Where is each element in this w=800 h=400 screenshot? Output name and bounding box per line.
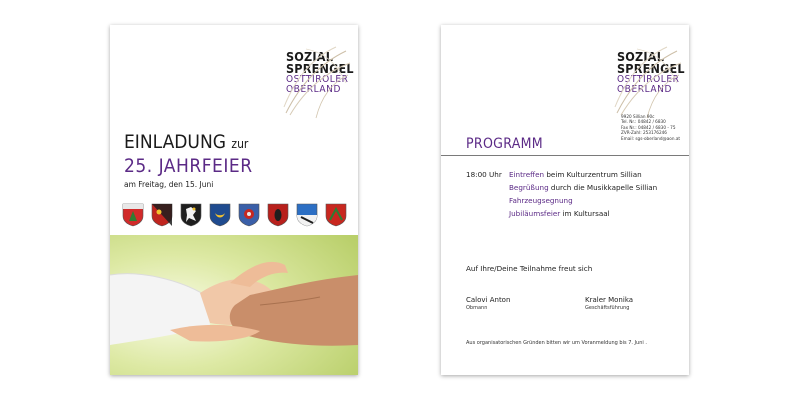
registration-note: Aus organisatorischen Gründen bitten wir um Voranmeldung bis 7. Juni . [466, 340, 647, 346]
signatory-2 [585, 296, 633, 311]
logo-line-2: SPRENGEL [286, 61, 354, 76]
schedule-item-highlight: Eintreffen [509, 170, 545, 179]
invite-line: Auf Ihre/Deine Teilnahme freut sich [466, 264, 593, 273]
schedule-item-highlight: Jubiläumsfeier [509, 209, 561, 218]
sender-address: 9920 Sillian 90c [621, 114, 655, 119]
signatory-role: Geschäftsführung [585, 305, 630, 311]
logo-line-4: OBERLAND [617, 84, 673, 95]
crest-8-icon [325, 203, 347, 227]
schedule-item-highlight: Begrüßung [509, 183, 549, 192]
title-small: zur [231, 137, 249, 151]
invitation-front-page [110, 25, 358, 375]
crest-6-icon [267, 203, 289, 227]
crest-1-icon [122, 203, 144, 227]
crest-2-icon [151, 203, 173, 227]
sender-address-block [621, 114, 680, 141]
anniversary-title: 25. JAHRFEIER [124, 155, 253, 177]
logo-line-3: OSTTIROLER [617, 74, 680, 85]
heading-divider [441, 155, 689, 156]
sender-email: Email: sgs-oberland@aon.at [621, 135, 681, 141]
sozialsprengel-logo-back [617, 51, 685, 95]
signatory-name: Kraler Monika [585, 296, 634, 304]
crest-5-icon [238, 203, 260, 227]
schedule-item-text: durch die Musikkapelle Sillian [548, 183, 658, 192]
signatory-name: Calovi Anton [466, 296, 511, 304]
sozialsprengel-logo [286, 51, 354, 95]
schedule-item-text: beim Kulturzentrum Sillian [544, 170, 642, 179]
invitation-title [124, 131, 248, 153]
crest-7-icon [296, 203, 318, 227]
schedule-item [509, 194, 657, 207]
logo-line-1: SOZIAL [286, 49, 334, 64]
schedule-item-highlight: Fahrzeugsegnung [509, 196, 573, 205]
wheat-swirl-icon [276, 43, 356, 123]
sender-fax: Fax Nr.: 04842 / 6830 - 75 [621, 124, 676, 130]
crest-4-icon [209, 203, 231, 227]
logo-line-4: OBERLAND [286, 84, 342, 95]
logo-line-1: SOZIAL [617, 49, 665, 64]
schedule-time: 18:00 Uhr [466, 170, 502, 179]
schedule-item [509, 207, 657, 220]
sender-zvr: ZVR-Zahl: 253176246 [621, 130, 667, 136]
crest-3-icon [180, 203, 202, 227]
holding-hands-photo [110, 235, 358, 375]
logo-line-3: OSTTIROLER [286, 74, 349, 85]
logo-line-2: SPRENGEL [617, 61, 685, 76]
schedule-item-text: im Kultursaal [560, 209, 610, 218]
sender-tel: Tel. Nr.: 04842 / 6830 [621, 119, 666, 125]
wheat-swirl-icon [607, 43, 687, 123]
municipal-crests-row [122, 203, 352, 227]
schedule-items [509, 168, 657, 220]
invitation-back-page [441, 25, 689, 375]
title-main: EINLADUNG [124, 131, 226, 153]
schedule-item [509, 181, 657, 194]
event-date: am Freitag, den 15. Juni [124, 180, 214, 189]
program-heading: PROGRAMM [466, 136, 543, 152]
signatory-role: Obmann [466, 305, 488, 311]
schedule-item [509, 168, 657, 181]
signatory-1 [466, 296, 510, 311]
